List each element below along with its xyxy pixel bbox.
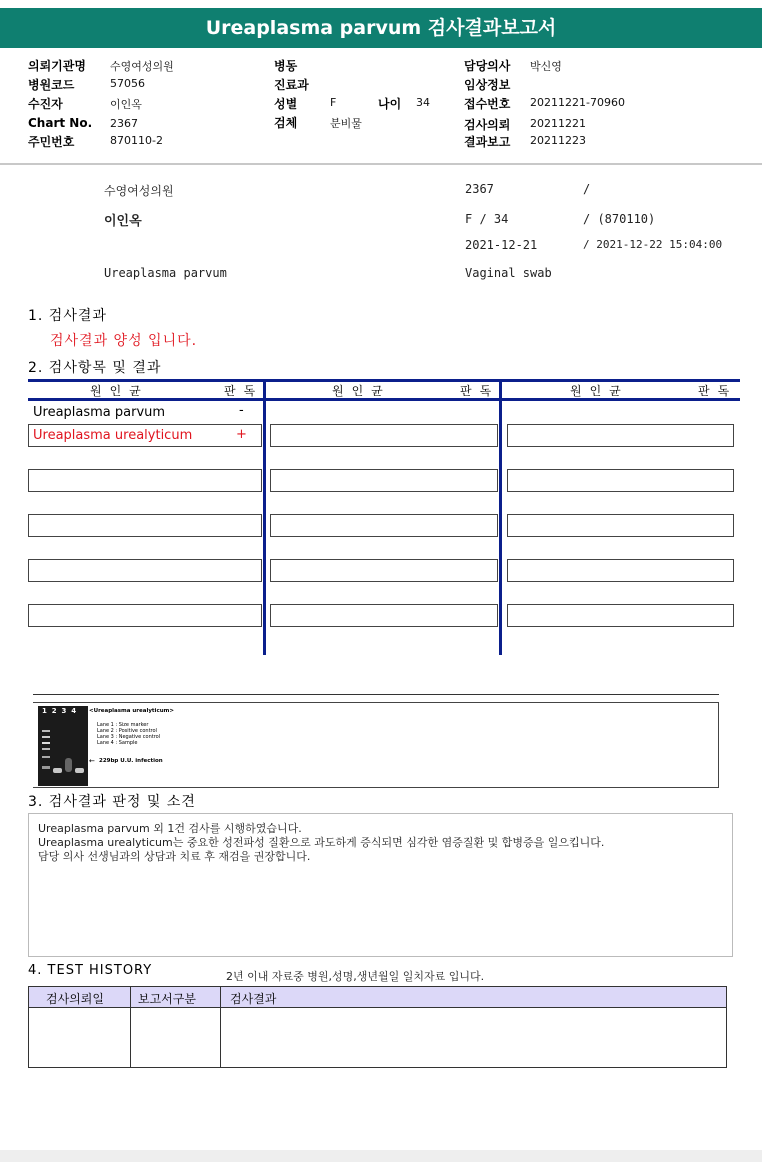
sex-label: 성별 [274, 97, 298, 111]
hospital-code-label: 병원코드 [28, 78, 75, 92]
empty-cell [28, 469, 262, 492]
section1-title: 1. 검사결과 [28, 308, 107, 324]
resident-no-value: 870110-2 [110, 134, 163, 147]
chart-no-value: 2367 [110, 117, 138, 130]
empty-cell [270, 424, 498, 447]
empty-cell [28, 559, 262, 582]
empty-cell [507, 559, 734, 582]
summary-birth: / (870110) [583, 212, 656, 226]
resident-no-label: 주민번호 [28, 135, 75, 149]
section3-title: 3. 검사결과 판정 및 소견 [28, 794, 196, 810]
gel-arrow-icon: ← [89, 757, 95, 765]
age-value: 34 [416, 96, 430, 109]
hospital-code-value: 57056 [110, 77, 145, 90]
gel-legend-2: Lane 2 : Positive control [97, 728, 157, 734]
col-header-judge-3: 판독 [698, 384, 738, 398]
ward-label: 병동 [274, 59, 298, 73]
gel-band-label: 229bp U.U. infection [99, 758, 163, 764]
gel-legend-1: Lane 1 : Size marker [97, 722, 149, 728]
gel-top-rule [33, 694, 719, 695]
summary-date-request: 2021-12-21 [465, 238, 538, 252]
summary-clinic: 수영여성의원 [104, 184, 174, 198]
gel-image [38, 706, 88, 786]
history-col-divider [220, 987, 221, 1067]
summary-specimen: Vaginal swab [465, 266, 552, 280]
summary-patient: 이인옥 [104, 214, 142, 229]
history-col-report-type: 보고서구분 [138, 992, 196, 1006]
summary-date-report: / 2021-12-22 15:04:00 [583, 238, 723, 251]
section4-title: 4. TEST HISTORY [28, 963, 153, 978]
history-header [29, 987, 726, 1008]
result-row-value: - [239, 403, 244, 418]
empty-cell [270, 469, 498, 492]
receipt-no-value: 20211221-70960 [530, 96, 625, 109]
col-header-judge-2: 판독 [460, 384, 500, 398]
gel-legend-3: Lane 3 : Negative control [97, 734, 161, 740]
clinical-info-label: 임상정보 [464, 78, 511, 92]
opinion-line-1: Ureaplasma parvum 외 1건 검사를 시행하였습니다. [38, 822, 302, 835]
history-col-request-date: 검사의뢰일 [46, 992, 104, 1006]
receipt-no-label: 접수번호 [464, 97, 511, 111]
report-title: Ureaplasma parvum 검사결과보고서 [0, 8, 762, 48]
gel-heading: <Ureaplasma urealyticum> [89, 708, 174, 714]
col-header-organism-1: 원인균 [90, 384, 149, 398]
footer-band [0, 1150, 762, 1162]
col-header-organism-3: 원인균 [570, 384, 629, 398]
gel-bands-graphic [38, 706, 88, 786]
age-label: 나이 [378, 97, 402, 111]
summary-sex-age: F / 34 [465, 212, 509, 226]
empty-cell [270, 514, 498, 537]
table-divider-2 [499, 379, 502, 655]
result-row-name: Ureaplasma parvum [33, 405, 166, 420]
header-divider [0, 163, 762, 165]
dept-label: 진료과 [274, 78, 309, 92]
col-header-organism-2: 원인균 [332, 384, 391, 398]
section1-result: 검사결과 양성 입니다. [50, 333, 198, 349]
opinion-line-2: Ureaplasma urealyticum는 중요한 성전파성 질환으로 과도하게 증식되면 심각한 염증질환 및 합병증을 일으킵니다. [38, 836, 605, 849]
sex-value: F [330, 96, 337, 109]
history-note: 2년 이내 자료중 병원,성명,생년월일 일치자료 입니다. [226, 970, 485, 983]
empty-cell [507, 424, 734, 447]
doctor-value: 박신영 [530, 60, 562, 73]
patient-label: 수진자 [28, 97, 63, 111]
gel-lane-numbers: 1 2 3 4 [42, 707, 77, 715]
summary-chart: 2367 [465, 182, 494, 196]
hospital-name-value: 수영여성의원 [110, 60, 174, 73]
patient-value: 이인옥 [110, 98, 142, 111]
hospital-name-label: 의뢰기관명 [28, 59, 86, 73]
opinion-line-3: 담당 의사 선생님과의 상담과 치료 후 재검을 권장합니다. [38, 850, 311, 863]
gel-legend-4: Lane 4 : Sample [97, 740, 138, 746]
history-col-divider [130, 987, 131, 1067]
report-date-value: 20211223 [530, 134, 586, 147]
request-date-label: 검사의뢰 [464, 118, 511, 132]
empty-cell [270, 559, 498, 582]
table-divider-1 [263, 379, 266, 655]
result-row-value-positive: + [236, 427, 247, 442]
empty-cell [507, 514, 734, 537]
summary-slash: / [583, 182, 591, 196]
empty-cell [507, 604, 734, 627]
specimen-value: 분비물 [330, 117, 362, 130]
specimen-label: 검체 [274, 116, 298, 130]
empty-cell [270, 604, 498, 627]
history-col-result: 검사결과 [230, 992, 277, 1006]
section2-title: 2. 검사항목 및 결과 [28, 360, 162, 376]
result-row-name-positive: Ureaplasma urealyticum [33, 428, 193, 443]
request-date-value: 20211221 [530, 117, 586, 130]
empty-cell [507, 469, 734, 492]
chart-no-label: Chart No. [28, 116, 93, 130]
empty-cell [28, 514, 262, 537]
empty-cell [28, 604, 262, 627]
summary-test: Ureaplasma parvum [104, 266, 227, 280]
report-date-label: 결과보고 [464, 135, 511, 149]
doctor-label: 담당의사 [464, 59, 511, 73]
col-header-judge-1: 판독 [224, 384, 264, 398]
